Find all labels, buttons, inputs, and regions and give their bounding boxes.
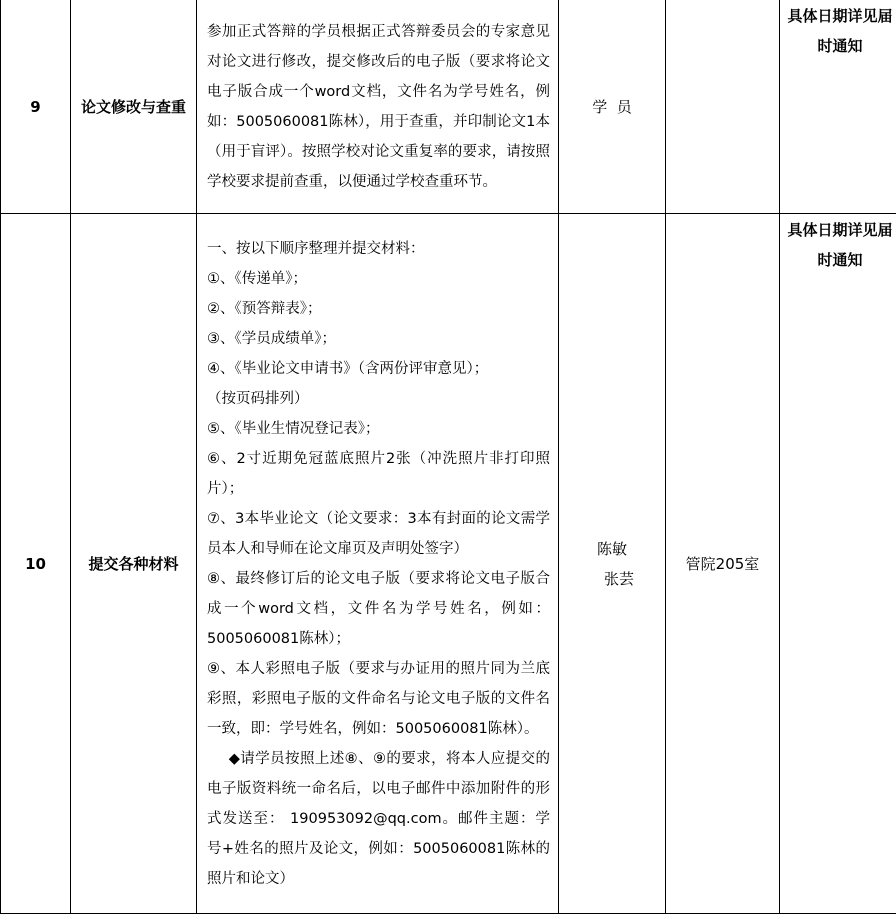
- content-list-item: ⑥、2寸近期免冠蓝底照片2张（冲洗照片非打印照片）；: [207, 450, 550, 497]
- responsible-person: 张芸: [603, 569, 634, 588]
- content-list-item: ⑨、本人彩照电子版（要求与办证用的照片同为兰底彩照，彩照电子版的文件命名与论文电子版的文件名一致，即：学号姓名，例如：5005060081陈林）。: [207, 660, 550, 737]
- table-row: [1, 0, 896, 214]
- content-list-item: ⑧、最终修订后的论文电子版（要求将论文电子版合成一个word文档，文件名为学号姓名，例如：5005060081陈林）；: [207, 570, 550, 647]
- responsible-persons: [559, 214, 666, 914]
- location: [666, 0, 780, 214]
- responsible-person: 陈敏: [596, 539, 627, 558]
- content-paragraph: 参加正式答辩的学员根据正式答辩委员会的专家意见对论文进行修改，提交修改后的电子版（要求将论文电子版合成一个word文档，文件名为学号姓名，例如：5005060081陈林），用于查重，并印制论文1本（用于盲评）。按照学校对论文重复率的要求，请按照学校要求提前查重，以便通过学校查重环节。: [207, 23, 550, 190]
- content-list-item: ③、《学员成绩单》；: [207, 330, 336, 347]
- content-list-item: ②、《预答辩表》；: [207, 300, 322, 317]
- table-row: [1, 214, 896, 914]
- row-number: 10: [1, 214, 71, 914]
- item-title: 论文修改与查重: [71, 0, 197, 214]
- content-heading: 一、按以下顺序整理并提交材料：: [207, 240, 425, 257]
- row-number: 9: [1, 0, 71, 214]
- item-content: [197, 0, 559, 214]
- content-list-item: ⑦、3本毕业论文（论文要求：3本有封面的论文需学员本人和导师在论文扉页及声明处签字）: [207, 510, 550, 557]
- content-email-instruction: ◆请学员按照上述⑧、⑨的要求，将本人应提交的电子版资料统一命名后，以电子邮件中添加附件的形式发送至： 190953092@qq.com。邮件主题：学号+姓名的照片及论文，例如：5005060081陈林的照片和论文）: [207, 750, 550, 887]
- content-list-note: （按页码排列）: [207, 390, 309, 407]
- content-list-item: ①、《传递单》；: [207, 270, 307, 287]
- content-list-item: ⑤、《毕业生情况登记表》；: [207, 420, 380, 437]
- content-list-item: ④、《毕业论文申请书》（含两份评审意见）；: [207, 360, 489, 377]
- item-content: [197, 214, 559, 914]
- responsible-person: 学 员: [559, 0, 666, 214]
- time-note: 具体日期详见届时通知: [780, 214, 896, 914]
- time-note: 具体日期详见届时通知: [780, 0, 896, 214]
- item-title: 提交各种材料: [71, 214, 197, 914]
- location: 管院205室: [666, 214, 780, 914]
